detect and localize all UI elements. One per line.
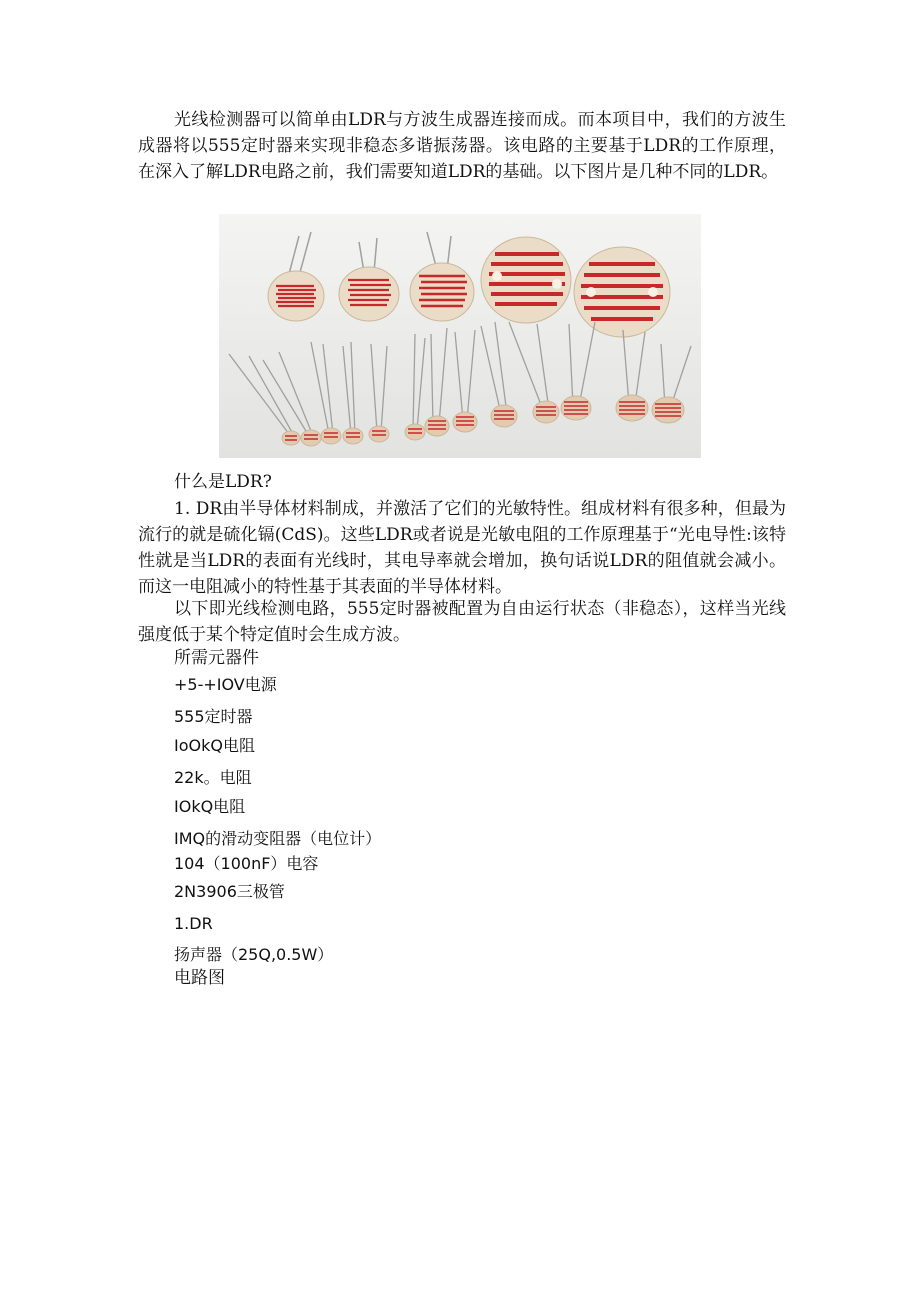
ldr-large-1	[268, 271, 324, 321]
ldr-large-2	[339, 267, 399, 321]
ldr-large-3	[410, 263, 474, 321]
intro-paragraph: 光线检测器可以简单由LDR与方波生成器连接而成。而本项目中，我们的方波生成器将以555定时器来实现非稳态多谐振荡器。该电路的主要基于LDR的工作原理，在深入了解LDR电路之前，我们需要知道LDR的基础。以下图片是几种不同的LDR。	[138, 110, 786, 182]
ldr-photo-illustration	[219, 214, 701, 458]
component-item: 22k。电阻	[174, 768, 252, 787]
diagram-heading: 电路图	[174, 968, 225, 988]
component-item: IOkQ电阻	[174, 797, 246, 816]
components-heading: 所需元器件	[174, 648, 259, 668]
component-item: 2N3906三极管	[174, 882, 285, 901]
question-heading: 什么是LDR?	[174, 472, 272, 492]
component-item: 1.DR	[174, 914, 213, 933]
ldr-xlarge-2	[574, 247, 670, 337]
component-item: 555定时器	[174, 707, 253, 726]
circuit-description-paragraph: 以下即光线检测电路，555定时器被配置为自由运行状态（非稳态），这样当光线强度低于某个特定值时会生成方波。	[138, 599, 786, 645]
component-item: IMQ的滑动变阻器（电位计）	[174, 829, 382, 848]
component-item: +5-+IOV电源	[174, 675, 277, 694]
component-item: 104（100nF）电容	[174, 854, 319, 873]
ldr-photo	[219, 214, 701, 458]
ldr-xlarge-1	[481, 237, 571, 323]
ldr-description-paragraph: 1. DR由半导体材料制成，并激活了它们的光敏特性。组成材料有很多种，但最为流行的就是硫化镉(CdS)。这些LDR或者说是光敏电阻的工作原理基于“光电导性:该特性就是当LDR的表面有光线时，其电导率就会增加，换句话说LDR的阻值就会减小。而这一电阻减小的特性基于其表面的半导体材料。	[138, 499, 786, 597]
component-item: IoOkQ电阻	[174, 736, 255, 755]
component-item: 扬声器（25Q,0.5W）	[174, 945, 334, 964]
